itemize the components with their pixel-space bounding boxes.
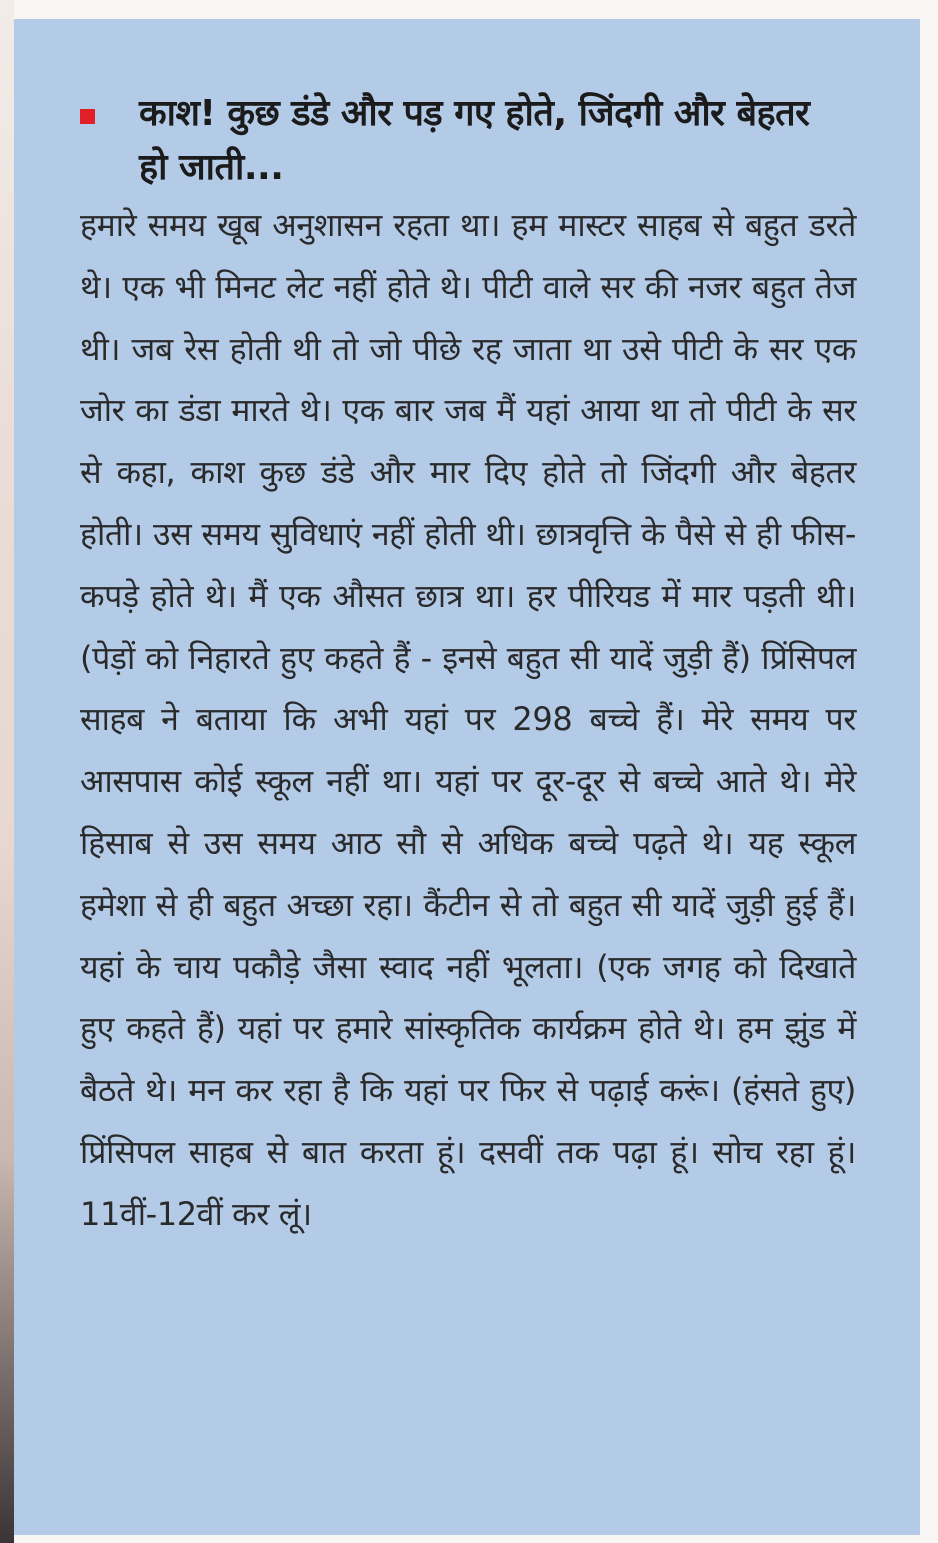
article-headline: काश! कुछ डंडे और पड़ गए होते, जिंदगी और बेहतर हो जाती... — [139, 93, 810, 188]
background-photo-edge — [0, 0, 14, 1543]
article-body: हमारे समय खूब अनुशासन रहता था। हम मास्टर साहब से बहुत डरते थे। एक भी मिनट लेट नहीं होते थे। पीटी वाले सर की नजर बहुत तेज थी। जब रेस होती थी तो जो पीछे रह जाता था उसे पीटी के सर एक जोर का डंडा मारते थे। एक बार जब मैं यहां आया था तो पीटी के सर से कहा, काश कुछ डंडे और मार दिए होते तो जिंदगी और बेहतर होती। उस समय सुविधाएं नहीं होती थी। छात्रवृत्ति के पैसे से ही फीस-कपड़े होते थे। मैं एक औसत छात्र था। हर पीरियड में मार पड़ती थी। (पेड़ों को निहारते हुए कहते हैं - इनसे बहुत सी यादें जुड़ी हैं) प्रिंसिपल साहब ने बताया कि अभी यहां पर 298 बच्चे हैं। मेरे समय पर आसपास कोई स्कूल नहीं था। यहां पर दूर-दूर से बच्चे आते थे। मेरे हिसाब से उस समय आठ सौ से अधिक बच्चे पढ़ते थे। यह स्कूल हमेशा से ही बहुत अच्छा रहा। कैंटीन से तो बहुत सी यादें जुड़ी हुई हैं। यहां के चाय पकौड़े जैसा स्वाद नहीं भूलता। (एक जगह को दिखाते हुए कहते हैं) यहां पर हमारे सांस्कृतिक कार्यक्रम होते थे। हम झुंड में बैठते थे। मन कर रहा है कि यहां पर फिर से पढ़ाई करूं। (हंसते हुए) प्रिंसिपल साहब से बात करता हूं। दसवीं तक पढ़ा हूं। सोच रहा हूं। 11वीं-12वीं कर लूं। — [80, 206, 856, 1233]
article-panel — [14, 19, 920, 1535]
headline-block — [80, 87, 840, 195]
red-square-bullet-icon — [80, 109, 95, 124]
